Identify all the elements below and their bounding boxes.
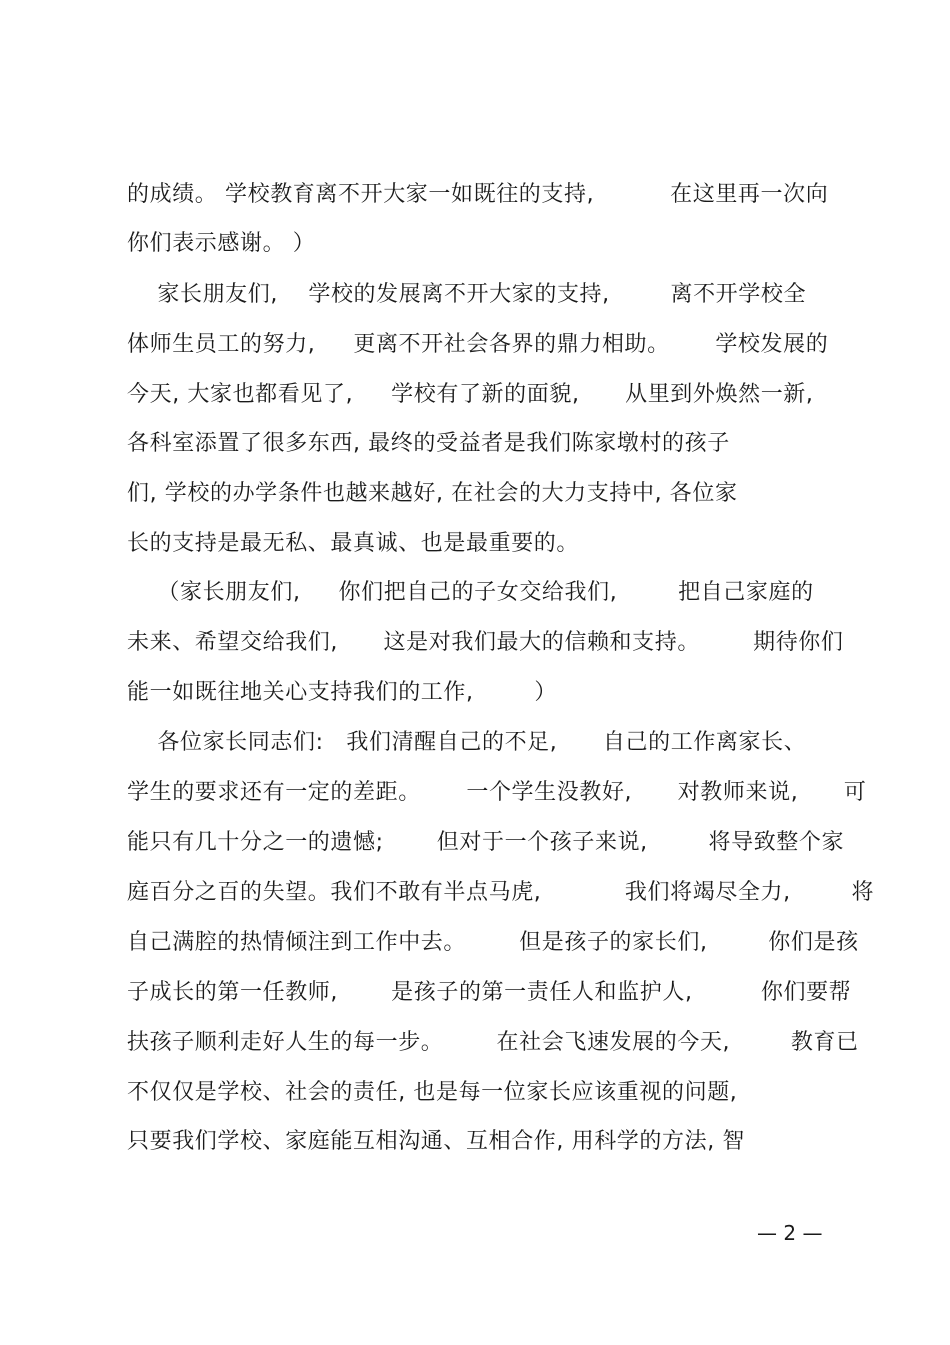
text-line-1: 的成绩。 学校教育离不开大家一如既往的支持, 在这里再一次向 <box>127 182 829 207</box>
text-line-12: 各位家长同志们: 我们清醒自己的不足, 自己的工作离家长、 <box>127 730 807 755</box>
text-line-13: 学生的要求还有一定的差距。 一个学生没教好, 对教师来说, 可 <box>127 780 867 805</box>
text-line-16: 自己满腔的热情倾注到工作中去。 但是孩子的家长们, 你们是孩 <box>127 930 859 955</box>
text-line-15: 庭百分之百的失望。我们不敢有半点马虎, 我们将竭尽全力, 将 <box>127 880 875 905</box>
page-number: — 2 — <box>757 1221 823 1245</box>
text-line-7: 们, 学校的办学条件也越来越好, 在社会的大力支持中, 各位家 <box>127 481 738 506</box>
text-line-18: 扶孩子顺利走好人生的每一步。 在社会飞速发展的今天, 教育已 <box>127 1030 859 1055</box>
text-line-4: 体师生员工的努力, 更离不开社会各界的鼎力相助。 学校发展的 <box>127 332 829 357</box>
text-line-17: 子成长的第一任教师, 是孩子的第一责任人和监护人, 你们要帮 <box>127 980 852 1005</box>
text-line-10: 未来、希望交给我们, 这是对我们最大的信赖和支持。 期待你们 <box>127 630 844 655</box>
text-line-14: 能只有几十分之一的遗憾; 但对于一个孩子来说, 将导致整个家 <box>127 830 845 855</box>
text-line-20: 只要我们学校、家庭能互相沟通、互相合作, 用科学的方法, 智 <box>127 1129 745 1154</box>
text-line-8: 长的支持是最无私、最真诚、也是最重要的。 <box>127 531 580 556</box>
text-line-19: 不仅仅是学校、社会的责任, 也是每一位家长应该重视的问题, <box>127 1080 738 1105</box>
text-line-9: （家长朋友们, 你们把自己的子女交给我们, 把自己家庭的 <box>127 580 814 605</box>
text-line-2: 你们表示感谢。 ） <box>127 231 316 256</box>
text-line-3: 家长朋友们, 学校的发展离不开大家的支持, 离不开学校全 <box>127 282 807 307</box>
text-line-11: 能一如既往地关心支持我们的工作, ） <box>127 680 557 705</box>
text-line-5: 今天, 大家也都看见了, 学校有了新的面貌, 从里到外焕然一新, <box>127 382 814 407</box>
text-line-6: 各科室添置了很多东西, 最终的受益者是我们陈家墩村的孩子 <box>127 431 730 456</box>
